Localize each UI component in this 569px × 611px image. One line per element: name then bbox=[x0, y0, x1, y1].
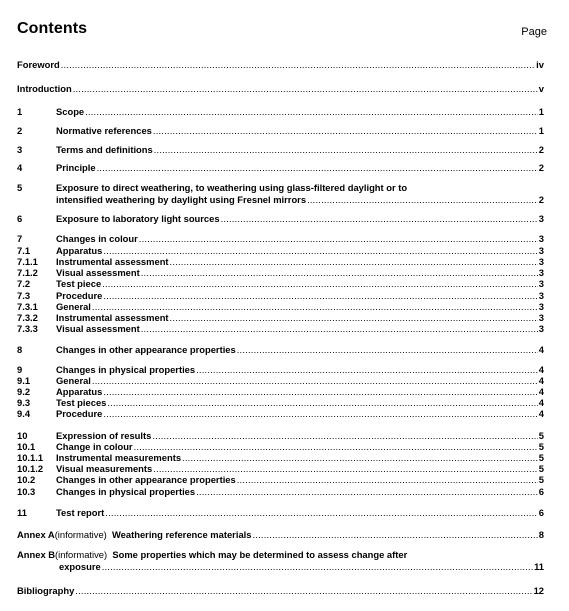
section-title: Visual assessment bbox=[56, 267, 140, 278]
page-number: 6 bbox=[538, 486, 544, 497]
page-number: 5 bbox=[538, 452, 544, 463]
page-number: 5 bbox=[538, 463, 544, 474]
section-number: 4 bbox=[17, 162, 23, 173]
page-column-header: Page bbox=[521, 26, 547, 38]
section-title: Weathering reference materials bbox=[112, 529, 252, 540]
leader-dots bbox=[196, 364, 538, 376]
toc-entry-line bbox=[17, 290, 544, 302]
section-number: 9.4 bbox=[17, 408, 31, 419]
section-title: Procedure bbox=[56, 408, 103, 419]
section-title: Procedure bbox=[56, 290, 103, 301]
section-number: 7.1 bbox=[17, 245, 31, 256]
section-number: 10 bbox=[17, 430, 28, 441]
section-title: Changes in physical properties bbox=[56, 486, 196, 497]
section-title: Changes in physical properties bbox=[56, 364, 196, 375]
toc-entry[interactable] bbox=[17, 529, 544, 541]
leader-dots bbox=[102, 561, 533, 573]
toc-entry-line bbox=[17, 233, 544, 245]
page-number: 11 bbox=[534, 560, 544, 572]
leader-dots bbox=[107, 397, 537, 409]
section-number: 10.1.1 bbox=[17, 452, 44, 463]
section-number: 10.2 bbox=[17, 474, 36, 485]
leader-dots bbox=[141, 267, 538, 279]
toc-entry-line bbox=[17, 486, 544, 498]
toc-entry-line bbox=[17, 278, 544, 290]
leader-dots bbox=[170, 312, 538, 324]
page-number: 3 bbox=[538, 233, 544, 244]
section-number: 9 bbox=[17, 364, 23, 375]
toc-entry-line bbox=[17, 463, 544, 475]
toc-entry-line bbox=[17, 301, 544, 313]
toc-entry-line bbox=[17, 408, 544, 420]
section-number: 6 bbox=[17, 213, 23, 224]
page-number: 1 bbox=[538, 125, 544, 136]
page-number: v bbox=[538, 83, 544, 94]
section-title: Bibliography bbox=[17, 585, 75, 596]
page-number: 3 bbox=[538, 213, 544, 224]
leader-dots bbox=[103, 245, 537, 257]
toc-entry[interactable] bbox=[17, 364, 544, 376]
toc-entry-line bbox=[17, 474, 544, 486]
toc-entry[interactable] bbox=[17, 430, 544, 442]
toc-entry[interactable] bbox=[17, 397, 544, 409]
toc-entry[interactable] bbox=[17, 233, 544, 245]
page-number: 3 bbox=[538, 267, 544, 278]
toc-entry-line bbox=[17, 256, 544, 268]
annex-label: Annex B bbox=[17, 549, 56, 560]
leader-dots bbox=[252, 529, 537, 541]
section-title: Terms and definitions bbox=[56, 144, 153, 155]
toc-entry-line bbox=[17, 386, 544, 398]
leader-dots bbox=[103, 290, 537, 302]
leader-dots bbox=[237, 344, 538, 356]
section-number: 9.2 bbox=[17, 386, 31, 397]
page-title: Contents bbox=[17, 20, 88, 37]
toc-entry[interactable] bbox=[17, 323, 544, 335]
section-title: Apparatus bbox=[56, 245, 103, 256]
page-number: 3 bbox=[538, 301, 544, 312]
page-number: 4 bbox=[538, 364, 544, 375]
toc-entry-line bbox=[17, 529, 544, 541]
section-number: 9.1 bbox=[17, 375, 31, 386]
page-number: 8 bbox=[538, 529, 544, 540]
leader-dots bbox=[102, 278, 538, 290]
toc-entry[interactable] bbox=[17, 213, 544, 225]
page-number: 5 bbox=[538, 430, 544, 441]
toc-entry[interactable] bbox=[17, 267, 544, 279]
toc-entry-line bbox=[17, 267, 544, 279]
section-title: Changes in other appearance properties bbox=[56, 474, 236, 485]
toc-entry-line bbox=[17, 507, 544, 519]
toc-entry-line bbox=[17, 125, 544, 137]
toc-entry-line bbox=[17, 83, 544, 95]
section-title: Some properties which may be determined to assess change after bbox=[112, 549, 408, 560]
leader-dots bbox=[237, 474, 538, 486]
page-number: 4 bbox=[538, 344, 544, 355]
section-title: Instrumental measurements bbox=[56, 452, 182, 463]
toc-entry[interactable] bbox=[17, 144, 544, 156]
toc-entry[interactable] bbox=[17, 486, 544, 498]
section-number: 7.2 bbox=[17, 278, 31, 289]
toc-entry-line bbox=[17, 364, 544, 376]
toc-entry-line bbox=[17, 144, 544, 156]
section-number: 7 bbox=[17, 233, 23, 244]
toc-entry-line bbox=[17, 344, 544, 356]
section-title: Visual measurements bbox=[56, 463, 153, 474]
page-number: 4 bbox=[538, 408, 544, 419]
section-title: General bbox=[56, 375, 91, 386]
annex-note: (informative) bbox=[55, 549, 108, 560]
page-number: 2 bbox=[538, 144, 544, 155]
section-title: Normative references bbox=[56, 125, 152, 136]
section-number: 7.3.2 bbox=[17, 312, 38, 323]
section-number: 7.3 bbox=[17, 290, 31, 301]
toc-entry[interactable] bbox=[17, 83, 544, 95]
leader-dots bbox=[307, 194, 538, 206]
page-number: 3 bbox=[538, 256, 544, 267]
section-number: 3 bbox=[17, 144, 23, 155]
toc-entry[interactable] bbox=[17, 408, 544, 420]
page-number: 1 bbox=[538, 106, 544, 117]
section-title: Introduction bbox=[17, 83, 72, 94]
toc-entry[interactable] bbox=[17, 182, 544, 205]
section-number: 10.1.2 bbox=[17, 463, 44, 474]
leader-dots bbox=[221, 213, 538, 225]
section-number: 10.3 bbox=[17, 486, 36, 497]
leader-dots bbox=[154, 144, 538, 156]
toc-entry[interactable] bbox=[17, 278, 544, 290]
page-number: 6 bbox=[538, 507, 544, 518]
toc-entry-line bbox=[17, 59, 544, 71]
toc-entry[interactable] bbox=[17, 386, 544, 398]
leader-dots bbox=[134, 441, 538, 453]
section-title: Instrumental assessment bbox=[56, 256, 169, 267]
section-title: General bbox=[56, 301, 91, 312]
page-number: 4 bbox=[538, 397, 544, 408]
page-number: 2 bbox=[538, 162, 544, 173]
leader-dots bbox=[92, 301, 538, 313]
leader-dots bbox=[105, 507, 538, 519]
leader-dots bbox=[170, 256, 538, 268]
toc-entry-line bbox=[17, 375, 544, 387]
leader-dots bbox=[97, 162, 538, 174]
toc-entry[interactable] bbox=[17, 585, 544, 597]
section-title: exposure bbox=[59, 560, 101, 572]
section-number: 1 bbox=[17, 106, 23, 117]
toc-entry[interactable] bbox=[17, 290, 544, 302]
leader-dots bbox=[103, 408, 537, 420]
section-title: Exposure to direct weathering, to weathering using glass-filtered daylight or to bbox=[56, 182, 408, 193]
toc-entry-line bbox=[17, 585, 544, 597]
toc-entry[interactable] bbox=[17, 162, 544, 174]
section-number: 5 bbox=[17, 182, 23, 193]
section-title: Exposure to laboratory light sources bbox=[56, 213, 220, 224]
section-title: Scope bbox=[56, 106, 85, 117]
section-title: Changes in colour bbox=[56, 233, 138, 244]
section-title: Visual assessment bbox=[56, 323, 140, 334]
section-title: Changes in other appearance properties bbox=[56, 344, 236, 355]
leader-dots bbox=[73, 83, 538, 95]
section-title: Principle bbox=[56, 162, 96, 173]
section-number: 7.3.3 bbox=[17, 323, 38, 334]
toc-entry-line bbox=[17, 452, 544, 464]
toc-entry-line bbox=[17, 106, 544, 118]
leader-dots bbox=[153, 125, 538, 137]
section-title: Instrumental assessment bbox=[56, 312, 169, 323]
toc-entry[interactable] bbox=[17, 452, 544, 464]
toc-entry-line bbox=[17, 213, 544, 225]
section-number: 2 bbox=[17, 125, 23, 136]
annex-label: Annex A bbox=[17, 529, 55, 540]
toc-entry[interactable] bbox=[17, 375, 544, 387]
page-number: 5 bbox=[538, 474, 544, 485]
toc-entry[interactable] bbox=[17, 463, 544, 475]
section-title: Test report bbox=[56, 507, 105, 518]
page-number: 3 bbox=[538, 290, 544, 301]
section-number: 11 bbox=[17, 507, 27, 518]
section-title: intensified weathering by daylight using Fresnel mirrors bbox=[56, 193, 307, 205]
page-number: 3 bbox=[538, 278, 544, 289]
leader-dots bbox=[153, 463, 538, 475]
toc-entry[interactable] bbox=[17, 106, 544, 118]
leader-dots bbox=[139, 233, 538, 245]
leader-dots bbox=[141, 323, 538, 335]
page-number: 2 bbox=[538, 193, 544, 205]
section-title: Apparatus bbox=[56, 386, 103, 397]
toc-entry-line bbox=[17, 323, 544, 335]
toc-entry-line bbox=[17, 561, 544, 573]
leader-dots bbox=[182, 452, 538, 464]
toc-entry-line bbox=[17, 397, 544, 409]
toc-entry[interactable] bbox=[17, 344, 544, 356]
toc-entry-line bbox=[17, 441, 544, 453]
leader-dots bbox=[196, 486, 538, 498]
toc-entry[interactable] bbox=[17, 474, 544, 486]
leader-dots bbox=[61, 59, 535, 71]
leader-dots bbox=[75, 585, 532, 597]
page-number: 4 bbox=[538, 375, 544, 386]
toc-entry[interactable] bbox=[17, 549, 544, 572]
section-number: 8 bbox=[17, 344, 23, 355]
toc-entry[interactable] bbox=[17, 59, 544, 71]
toc-entry[interactable] bbox=[17, 245, 544, 257]
section-number: 7.1.2 bbox=[17, 267, 38, 278]
leader-dots bbox=[152, 430, 537, 442]
toc-entry[interactable] bbox=[17, 125, 544, 137]
section-number: 10.1 bbox=[17, 441, 36, 452]
page-number: 12 bbox=[533, 585, 544, 596]
leader-dots bbox=[103, 386, 537, 398]
toc-entry[interactable] bbox=[17, 256, 544, 268]
section-title: Foreword bbox=[17, 59, 60, 70]
section-title: Change in colour bbox=[56, 441, 133, 452]
page-number: 3 bbox=[538, 245, 544, 256]
leader-dots bbox=[85, 106, 538, 118]
toc-entry-line bbox=[17, 162, 544, 174]
section-title: Test piece bbox=[56, 278, 102, 289]
toc-entry[interactable] bbox=[17, 441, 544, 453]
leader-dots bbox=[92, 375, 538, 387]
toc-entry-line bbox=[17, 312, 544, 324]
toc-entry[interactable] bbox=[17, 301, 544, 313]
toc-entry-line bbox=[17, 430, 544, 442]
page-number: 3 bbox=[538, 312, 544, 323]
page-number: 4 bbox=[538, 386, 544, 397]
toc-entry-line bbox=[17, 182, 544, 194]
section-number: 9.3 bbox=[17, 397, 31, 408]
page-number: 3 bbox=[538, 323, 544, 334]
section-title: Test pieces bbox=[56, 397, 107, 408]
page-number: iv bbox=[536, 59, 544, 70]
section-number: 7.3.1 bbox=[17, 301, 38, 312]
annex-note: (informative) bbox=[54, 529, 107, 540]
page-number: 5 bbox=[538, 441, 544, 452]
section-title: Expression of results bbox=[56, 430, 152, 441]
toc-entry[interactable] bbox=[17, 312, 544, 324]
section-number: 7.1.1 bbox=[17, 256, 38, 267]
toc-entry-line bbox=[17, 194, 544, 206]
toc-entry-line bbox=[17, 245, 544, 257]
toc-entry-line bbox=[17, 549, 544, 561]
toc-entry[interactable] bbox=[17, 507, 544, 519]
